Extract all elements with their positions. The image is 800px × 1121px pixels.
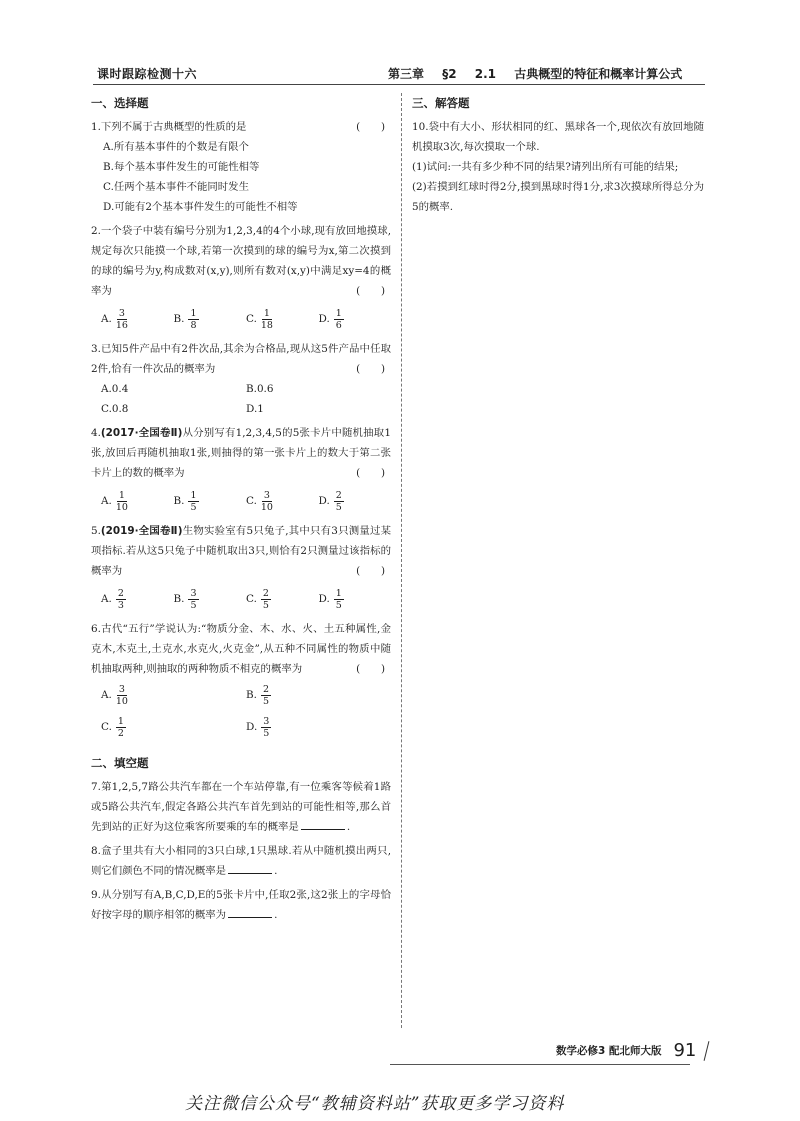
option-a: A.0.4 (101, 383, 129, 395)
header-chapter-info (388, 65, 682, 82)
fraction: $\frac{2}{5}$ (335, 489, 342, 513)
page-slash (704, 1041, 710, 1061)
fraction: $\frac{1}{6}$ (335, 307, 342, 331)
header-rule (93, 84, 705, 85)
footer-rule (390, 1064, 690, 1065)
option-c: C.0.8 (101, 403, 129, 415)
question-10-part-2: (2)若摸到红球时得2分,摸到黑球时得1分,求3次摸球所得总分为5的概率. (412, 181, 704, 213)
option-d: D. $\frac{2}{5}$ (318, 489, 342, 513)
option-a: A. $\frac{3}{16}$ (101, 307, 128, 331)
fraction: $\frac{3}{10}$ (260, 489, 273, 513)
header-series-title: 课时跟踪检测十六 (97, 67, 198, 81)
option-b: B.每个基本事件发生的可能性相等 (103, 161, 260, 173)
question-6 (91, 619, 391, 743)
options-row (91, 303, 391, 335)
question-9: 9.从分别写有A,B,C,D,E的5张卡片中,任取2张,这2张上的字母恰好按字母的顺序相邻的概率为 . (91, 889, 391, 921)
question-5: 5.(2019·全国卷Ⅱ)生物实验室有5只兔子,其中只有3只测量过某项指标.若从这5只兔子中随机取出3只,则恰有2只测量过该指标的概率为 ( ) A. $\frac{2}{3}$ B. $\frac{3}{5}$ C. $\frac{2}{5}$ D. $\frac{1}{5}$ (91, 521, 391, 615)
section-heading-choice: 一、选择题 (91, 96, 149, 110)
fraction: $\frac{2}{5}$ (262, 683, 269, 707)
options-grid (91, 679, 391, 743)
options-row (91, 583, 391, 615)
answer-bracket: ( ) (356, 565, 385, 577)
answer-bracket: ( ) (356, 363, 385, 375)
page-footer (556, 1040, 707, 1061)
option-b: B. $\frac{1}{5}$ (173, 489, 197, 513)
question-3-stem: 3.已知5件产品中有2件次品,其余为合格品,现从这5件产品中任取2件,恰有一件次品的概率为 (91, 343, 391, 375)
question-source: (2017·全国卷Ⅱ) (100, 427, 183, 439)
option-a: A. $\frac{2}{3}$ (101, 587, 124, 611)
option-b: B.0.6 (246, 383, 274, 395)
question-4: 4.(2017·全国卷Ⅱ)从分别写有1,2,3,4,5的5张卡片中随机抽取1张,放回后再随机抽取1张,则抽得的第一张卡片上的数大于第二张卡片上的数的概率为 ( ) A. $\frac{1}{10}$ B. $\frac{1}{5}$ C. $\frac{3}{10}$ D. $\frac{2}{5}$ (91, 423, 391, 517)
fraction: $\frac{3}{16}$ (115, 307, 128, 331)
option-a: A. $\frac{1}{10}$ (101, 489, 128, 513)
fraction: $\frac{1}{2}$ (117, 715, 124, 739)
question-6-stem: 6.古代“五行”学说认为:“物质分金、木、水、火、土五种属性,金克木,木克土,土克水,水克火,火克金”,从五种不同属性的物质中随机抽取两种,则抽取的两种物质不相克的概率为 (91, 623, 391, 675)
options-row (91, 485, 391, 517)
option-d: D. $\frac{1}{6}$ (318, 307, 342, 331)
question-2-stem: 2.一个袋子中装有编号分别为1,2,3,4的4个小球,现有放回地摸球,规定每次只能摸一个球,若第一次摸到的球的编号为x,第二次摸到的球的编号为y,构成数对(x,y),则所有数对(x,y)中满足xy=4的概率为 (91, 225, 391, 297)
option-c: C. $\frac{1}{18}$ (246, 307, 273, 331)
page-number: 91 (673, 1040, 697, 1061)
fraction: $\frac{1}{5}$ (335, 587, 342, 611)
section-heading-solve: 三、解答题 (412, 96, 470, 110)
option-c: C.任两个基本事件不能同时发生 (103, 181, 249, 193)
answer-blank (228, 905, 272, 918)
question-8: 8.盒子里共有大小相同的3只白球,1只黑球.若从中随机摸出两只,则它们颜色不同的情况概率是 . (91, 845, 391, 877)
options-grid (91, 379, 391, 419)
question-source: (2019·全国卷Ⅱ) (100, 525, 183, 537)
answer-blank (228, 861, 272, 874)
column-divider (401, 93, 402, 1028)
fraction: $\frac{3}{10}$ (115, 683, 128, 707)
option-b: B. $\frac{1}{8}$ (173, 307, 197, 331)
option-b: B. $\frac{3}{5}$ (173, 587, 197, 611)
fraction: $\frac{1}{8}$ (190, 307, 197, 331)
fraction: $\frac{2}{3}$ (117, 587, 124, 611)
question-9-stem: 9.从分别写有A,B,C,D,E的5张卡片中,任取2张,这2张上的字母恰好按字母的顺序相邻的概率为 (91, 889, 391, 921)
answer-blank (301, 817, 345, 830)
option-b: B. $\frac{2}{5}$ (246, 683, 269, 707)
answer-bracket: ( ) (356, 467, 385, 479)
fraction: $\frac{1}{10}$ (115, 489, 128, 513)
question-2 (91, 221, 391, 335)
option-d: D. $\frac{3}{5}$ (246, 715, 270, 739)
question-5-stem: 生物实验室有5只兔子,其中只有3只测量过某项指标.若从这5只兔子中随机取出3只,则恰有2只测量过该指标的概率为 (91, 525, 391, 577)
fraction: $\frac{1}{5}$ (190, 489, 197, 513)
answer-bracket: ( ) (356, 663, 385, 675)
option-c: C. $\frac{3}{10}$ (246, 489, 273, 513)
left-column (91, 93, 391, 925)
answer-bracket: ( ) (356, 121, 385, 133)
answer-bracket: ( ) (356, 285, 385, 297)
question-3 (91, 339, 391, 419)
question-8-stem: 8.盒子里共有大小相同的3只白球,1只黑球.若从中随机摸出两只,则它们颜色不同的情况概率是 (91, 845, 391, 877)
question-1 (91, 117, 391, 217)
option-d: D.可能有2个基本事件发生的可能性不相等 (103, 201, 298, 213)
header-subsection: 2.1 (474, 67, 497, 81)
option-c: C. $\frac{2}{5}$ (246, 587, 269, 611)
watermark-text: 关注微信公众号“教辅资料站”获取更多学习资料 (185, 1094, 565, 1114)
question-1-stem: 1.下列不属于古典概型的性质的是 (91, 121, 247, 133)
book-title: 数学必修3 配北师大版 (556, 1045, 662, 1057)
option-d: D.1 (246, 403, 264, 415)
question-10-stem: 10.袋中有大小、形状相同的红、黑球各一个,现依次有放回地随机摸取3次,每次摸取一个球. (412, 121, 704, 153)
fraction: $\frac{2}{5}$ (262, 587, 269, 611)
option-a: A.所有基本事件的个数是有限个 (103, 141, 249, 153)
section-heading-fill: 二、填空题 (91, 756, 149, 770)
right-column (412, 93, 704, 217)
fraction: $\frac{1}{18}$ (260, 307, 273, 331)
option-d: D. $\frac{1}{5}$ (318, 587, 342, 611)
header-topic: 古典概型的特征和概率计算公式 (514, 67, 683, 81)
header-section: §2 (442, 67, 457, 81)
option-a: A. $\frac{3}{10}$ (101, 683, 128, 707)
question-4-stem: 从分别写有1,2,3,4,5的5张卡片中随机抽取1张,放回后再随机抽取1张,则抽得的第一张卡片上的数大于第二张卡片上的数的概率为 (91, 427, 391, 479)
option-c: C. $\frac{1}{2}$ (101, 715, 124, 739)
question-7-stem: 7.第1,2,5,7路公共汽车都在一个车站停靠,有一位乘客等候着1路或5路公共汽车,假定各路公共汽车首先到站的可能性相等,那么首先到站的正好为这位乘客所要乘的车的概率是 (91, 781, 391, 833)
question-10-part-1: (1)试问:一共有多少种不同的结果?请列出所有可能的结果; (412, 161, 679, 173)
question-10 (412, 117, 704, 217)
fraction: $\frac{3}{5}$ (263, 715, 270, 739)
header-chapter: 第三章 (388, 67, 425, 81)
question-7: 7.第1,2,5,7路公共汽车都在一个车站停靠,有一位乘客等候着1路或5路公共汽车,假定各路公共汽车首先到站的可能性相等,那么首先到站的正好为这位乘客所要乘的车的概率是 . (91, 781, 391, 833)
fraction: $\frac{3}{5}$ (190, 587, 197, 611)
